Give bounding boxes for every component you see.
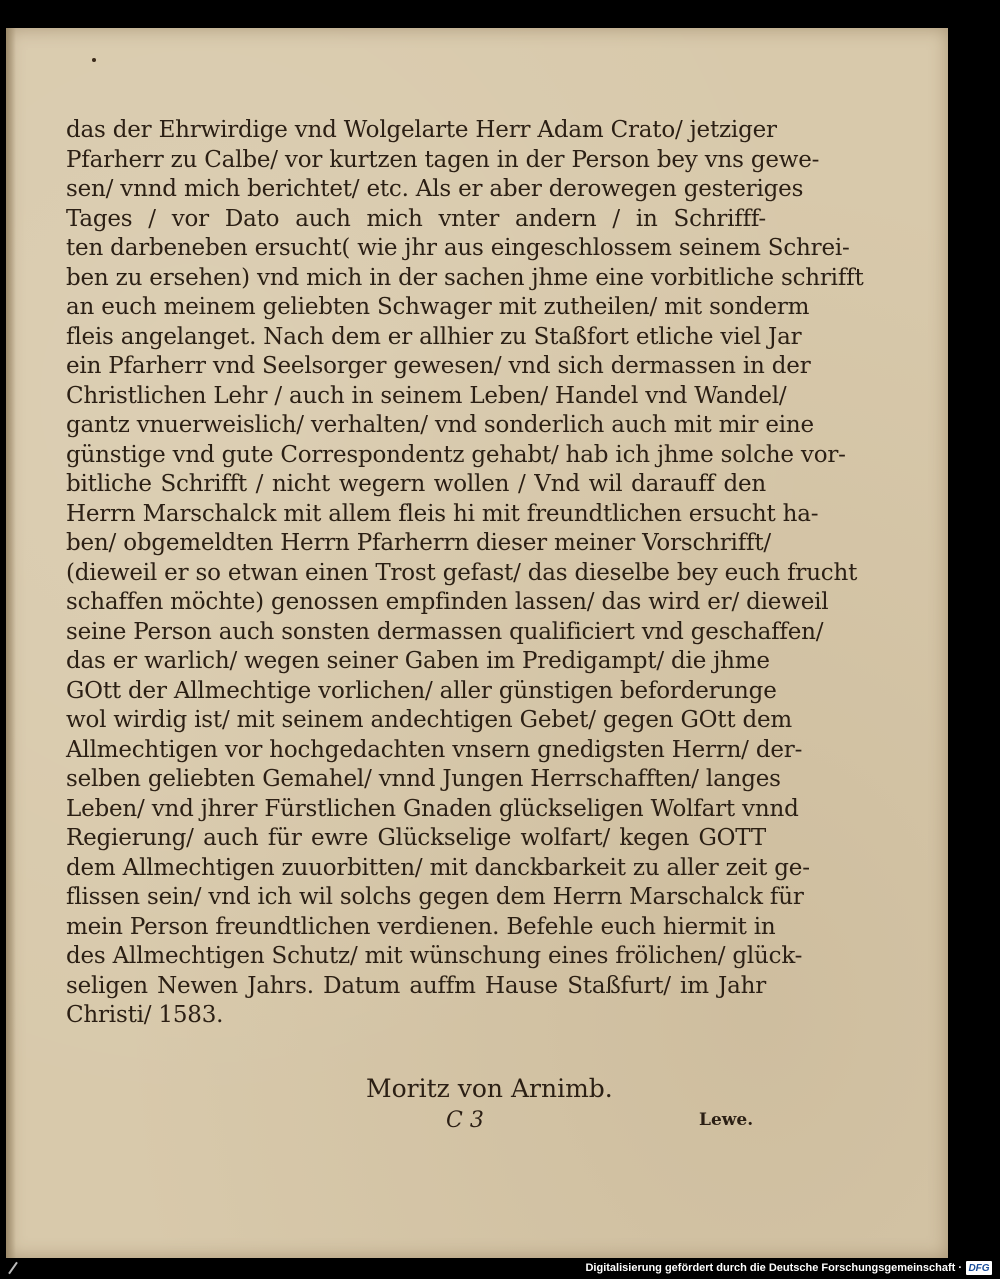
text-line: sen/ vnnd mich berichtet/ etc. Als er aber derowegen gesteriges <box>66 176 804 202</box>
text-line: selben geliebten Gemahel/ vnnd Jungen Herrschafften/ langes <box>66 766 781 792</box>
text-line: Leben/ vnd jhrer Fürstlichen Gnaden glückseligen Wolfart vnnd <box>66 795 799 822</box>
text-line: günstige vnd gute Correspondentz gehabt/ hab ich jhme solche vor- <box>66 441 846 468</box>
text-line: dem Allmechtigen zuuorbitten/ mit danckbarkeit zu aller zeit ge- <box>66 854 810 881</box>
book-page <box>6 28 948 1258</box>
dfg-logo-icon[interactable]: DFG <box>966 1261 992 1275</box>
text-line: fleis angelanget. Nach dem er allhier zu Staßfort etliche viel Jar <box>66 323 802 350</box>
text-line: bitliche Schrifft / nicht wegern wollen / Vnd wil darauff den <box>66 471 766 497</box>
text-line: Herrn Marschalck mit allem fleis hi mit freundtlichen ersucht ha- <box>66 500 819 527</box>
text-line: (dieweil er so etwan einen Trost gefast/ das dieselbe bey euch frucht <box>66 559 858 586</box>
text-line: ben/ obgemeldten Herrn Pfarherrn dieser meiner Vorschrifft/ <box>66 530 771 556</box>
page-edge-shadow <box>6 28 16 1258</box>
text-line: gantz vnuerweislich/ verhalten/ vnd sonderlich auch mit mir eine <box>66 412 814 438</box>
text-line: Pfarherr zu Calbe/ vor kurtzen tagen in der Person bey vns gewe- <box>66 146 820 173</box>
text-line: das der Ehrwirdige vnd Wolgelarte Herr Adam Crato/ jetziger <box>66 117 777 143</box>
text-line: Regierung/ auch für ewre Glückselige wolfart/ kegen GOTT <box>66 825 766 851</box>
text-line: wol wirdig ist/ mit seinem andechtigen Gebet/ gegen GOtt dem <box>66 707 793 733</box>
text-line: Tages / vor Dato auch mich vnter andern / in Schrifff- <box>66 205 766 232</box>
text-line: mein Person freundtlichen verdienen. Befehle euch hiermit in <box>66 913 776 940</box>
text-line: flissen sein/ vnd ich wil solchs gegen dem Herrn Marschalck für <box>66 884 804 910</box>
text-line: GOtt der Allmechtige vorlichen/ aller günstigen beforderunge <box>66 677 777 704</box>
funding-footer <box>585 1261 992 1275</box>
page-text-block <box>66 116 864 1031</box>
text-line: an euch meinem geliebten Schwager mit zutheilen/ mit sonderm <box>66 294 810 320</box>
text-line: Christi/ 1583. <box>66 1002 224 1028</box>
text-line: seligen Newen Jahrs. Datum auffm Hause Staßfurt/ im Jahr <box>66 972 766 999</box>
text-line: ten darbeneben ersucht( wie jhr aus eingeschlossem seinem Schrei- <box>66 235 850 261</box>
catchword: Lewe. <box>699 1110 754 1130</box>
text-line: ben zu ersehen) vnd mich in der sachen jhme eine vorbitliche schrifft <box>66 264 864 291</box>
ink-spot <box>92 58 96 62</box>
text-line: das er warlich/ wegen seiner Gaben im Predigampt/ die jhme <box>66 648 770 674</box>
signature-mark: C 3 <box>446 1108 484 1133</box>
text-line: schaffen möchte) genossen empfinden lassen/ das wird er/ dieweil <box>66 589 829 615</box>
text-line: ein Pfarherr vnd Seelsorger gewesen/ vnd sich dermassen in der <box>66 353 811 379</box>
text-line: seine Person auch sonsten dermassen qualificiert vnd geschaffen/ <box>66 618 824 645</box>
funding-note: Digitalisierung gefördert durch die Deutsche Forschungsgemeinschaft · <box>585 1262 962 1274</box>
text-line: des Allmechtigen Schutz/ mit wünschung eines frölichen/ glück- <box>66 943 803 969</box>
text-line: Christlichen Lehr / auch in seinem Leben/ Handel vnd Wandel/ <box>66 382 787 409</box>
signature: Moritz von Arnimb. <box>366 1074 613 1103</box>
text-line: Allmechtigen vor hochgedachten vnsern gnedigsten Herrn/ der- <box>66 736 803 763</box>
corner-mark <box>8 1262 18 1275</box>
